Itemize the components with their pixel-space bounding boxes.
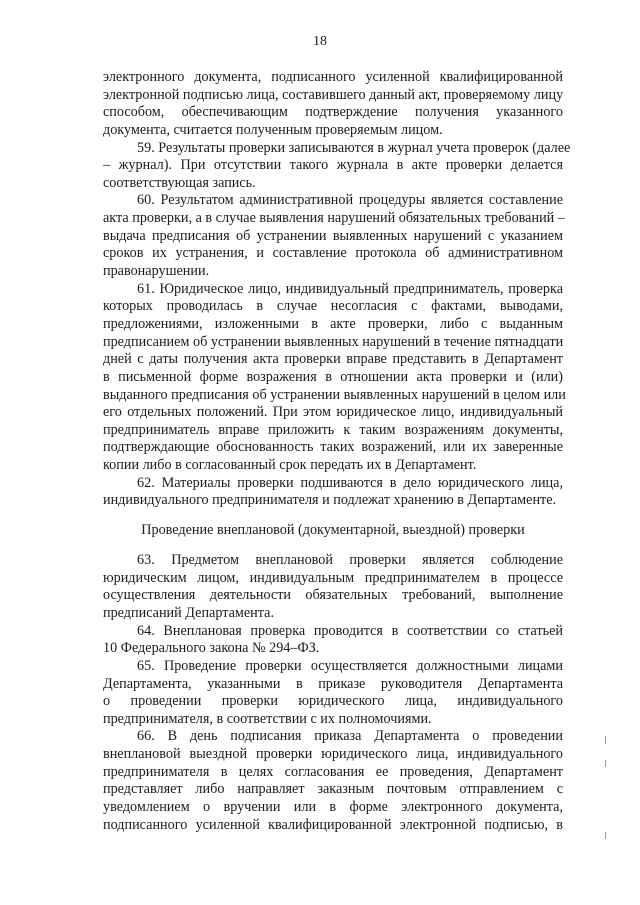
text-line: предложениями, изложенными в акте проверки, либо с выданным (103, 315, 563, 332)
text-line: подписанного усиленной квалифицированной электронной подписью, в (103, 816, 563, 833)
paragraph (103, 280, 566, 475)
text-line: 62. Материалы проверки подшиваются в дело юридического лица, (137, 474, 563, 491)
text-line: 64. Внеплановая проверка проводится в соответствии со статьей (137, 622, 563, 639)
document-body (103, 69, 571, 834)
text-line: Департамента, указанными в приказе руководителя Департамента (103, 675, 563, 692)
text-line: документа, считается полученным проверяемым лицом. (103, 121, 443, 138)
text-line: подтверждающие обоснованность таких возражений, или их заверенные (103, 439, 563, 456)
text-line: его отдельных положений. При этом юридическое лицо, индивидуальный (103, 404, 563, 421)
text-line: дней с даты получения акта проверки вправе представить в Департамент (103, 351, 563, 368)
text-line: 10 Федерального закона № 294–ФЗ. (103, 640, 320, 657)
text-line: 60. Результатом административной процедуры является составление (137, 192, 563, 209)
paragraph (103, 552, 563, 623)
scan-artifact (605, 736, 606, 744)
text-line: в письменной форме возражения в отношении акта проверки и (или) (103, 368, 563, 385)
text-line: внеплановой выездной проверки юридического лица, индивидуального (103, 746, 563, 763)
text-line: копии либо в согласованный срок передать их в Департамент. (103, 457, 477, 474)
text-line: 61. Юридическое лицо, индивидуальный предприниматель, проверка (137, 280, 563, 297)
scan-artifact (605, 832, 606, 839)
paragraph (103, 139, 571, 193)
paragraph (103, 475, 563, 510)
text-line: 59. Результаты проверки записываются в журнал учета проверок (далее (137, 139, 571, 156)
text-line: индивидуального предпринимателя и подлежат хранению в Департаменте. (103, 492, 557, 509)
text-line: электронной подписью лица, составившего данный акт, проверяемому лицу (103, 86, 564, 103)
text-line: предприниматель вправе приложить к таким возражениям документы, (103, 421, 563, 438)
text-line: способом, обеспечивающим подтверждение получения указанного (103, 104, 563, 121)
text-line: представляет либо направляет заказным почтовым отправлением с (103, 781, 563, 798)
text-line: предпринимателя в целях согласования ее проведения, Департамент (103, 763, 563, 780)
section-heading: Проведение внеплановой (документарной, выездной) проверки (141, 522, 525, 539)
text-line: предпринимателя, в соответствии с их полномочиями. (103, 710, 432, 727)
text-line: 65. Проведение проверки осуществляется должностными лицами (137, 657, 563, 674)
paragraph (103, 192, 563, 280)
text-line: предписанием об устранении выявленных нарушений в течение пятнадцати (103, 333, 564, 350)
paragraph (103, 69, 563, 140)
paragraph (103, 623, 563, 658)
text-line: 63. Предметом внеплановой проверки является соблюдение (137, 552, 563, 569)
text-line: соответствующая запись. (103, 174, 256, 191)
text-line: правонарушении. (103, 263, 210, 280)
text-line: которых проводилась в случае несогласия с фактами, выводами, (103, 298, 563, 315)
scan-artifact (605, 760, 606, 767)
text-line: 66. В день подписания приказа Департамента о проведении (137, 728, 563, 745)
page-number: 18 (313, 34, 327, 49)
text-line: – журнал). При отсутствии такого журнала в акте проверки делается (103, 157, 563, 174)
paragraph (103, 658, 563, 729)
paragraph (103, 728, 563, 834)
text-line: осуществления деятельности обязательных требований, выполнение (103, 587, 563, 604)
text-line: акта проверки, а в случае выявления нарушений обязательных требований – (103, 210, 565, 227)
text-line: электронного документа, подписанного усиленной квалифицированной (103, 69, 563, 85)
text-line: выданного предписания об устранении выявленных нарушений в целом или (103, 386, 566, 403)
text-line: уведомлением о вручении или в форме электронного документа, (103, 798, 563, 815)
text-line: о проведении проверки юридического лица, индивидуального (103, 693, 563, 710)
text-line: предписаний Департамента. (103, 604, 274, 621)
text-line: сроков их устранения, и составление протокола об административном (103, 245, 563, 262)
text-line: юридическим лицом, индивидуальным предпринимателем в процессе (103, 569, 563, 586)
text-line: выдача предписания об устранении выявленных нарушений с указанием (103, 227, 563, 244)
